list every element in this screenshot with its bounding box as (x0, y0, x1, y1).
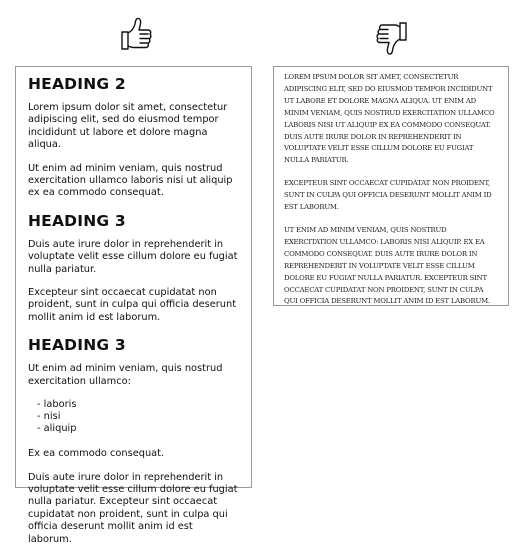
list-item: - aliquip (37, 423, 239, 435)
list-item: - laboris (37, 399, 239, 411)
bullet-list (28, 399, 239, 435)
bad-example-card (273, 66, 509, 306)
paragraph: UT ENIM AD MINIM VENIAM, QUIS NOSTRUD EXERCITATION ULLAMCO: LABORIS NISI ALIQUIP. EX EA COMMODO CONSEQUAT. DUIS AUTE IRURE DOLOR IN REPREHENDERIT IN VOLUPTATE VELIT ESSE CILLUM DOLORE EU FUGIAT NULLA PARIATUR. EXCEPTEUR SINT OCCAECAT CUPIDATAT NON PROIDENT, SUNT IN CULPA QUI OFFICIA DESERUNT MOLLIT ANIM ID EST LABORUM. (284, 225, 490, 306)
paragraph: Ut enim ad minim veniam, quis nostrud exercitation ullamco: (28, 363, 223, 387)
paragraph: EXCEPTEUR SINT OCCAECAT CUPIDATAT NON PROIDENT, SUNT IN CULPA QUI OFFICIA DESERUNT MOLLIT ANIM ID EST LABORUM. (284, 179, 492, 212)
heading-level-2: HEADING 2 (28, 75, 126, 93)
list-item: - nisi (37, 411, 239, 423)
paragraph: Ut enim ad minim veniam, quis nostrud exercitation ullamco laboris nisi ut aliquip ex ea commodo consequat. (28, 162, 233, 199)
paragraph: LOREM IPSUM DOLOR SIT AMET, CONSECTETUR ADIPISCING ELIT, SED DO EIUSMOD TEMPOR INCIDIDUNT UT LABORE ET DOLORE MAGNA ALIQUA. UT ENIM AD MINIM VENIAM, QUIS NOSTRUD EXERCITATION ULLAMCO LABORIS NISI UT ALIQUIP EX EA COMMODO CONSEQUAT. DUIS AUTE IRURE DOLOR IN REPREHENDERIT IN VOLUPTATE VELIT ESSE CILLUM DOLORE EU FUGIAT NULLA PARIATUR. (284, 73, 495, 165)
paragraph: Duis aute irure dolor in reprehenderit in voluptate velit esse cillum dolore eu fugiat nulla pariatur. Excepteur sint occaecat cupidatat non proident, sunt in culpa qui officia deserunt mollit anim id est laborum. (28, 471, 238, 545)
paragraph: Ex ea commodo consequat. (28, 448, 165, 460)
paragraph: Duis aute irure dolor in reprehenderit in voluptate velit esse cillum dolore eu fugiat nulla pariatur. (28, 238, 238, 275)
thumbs-up-icon (119, 16, 153, 52)
good-example-card (15, 66, 252, 545)
thumbs-down-icon (375, 20, 409, 57)
heading-level-3: HEADING 3 (28, 336, 126, 355)
heading-level-3: HEADING 3 (28, 211, 126, 230)
paragraph: Lorem ipsum dolor sit amet, consectetur adipiscing elit, sed do eiusmod tempor incididunt ut labore et dolore magna aliqua. (28, 102, 228, 151)
paragraph: Excepteur sint occaecat cupidatat non proident, sunt in culpa qui officia deserunt mollit anim id est laborum. (28, 287, 237, 323)
